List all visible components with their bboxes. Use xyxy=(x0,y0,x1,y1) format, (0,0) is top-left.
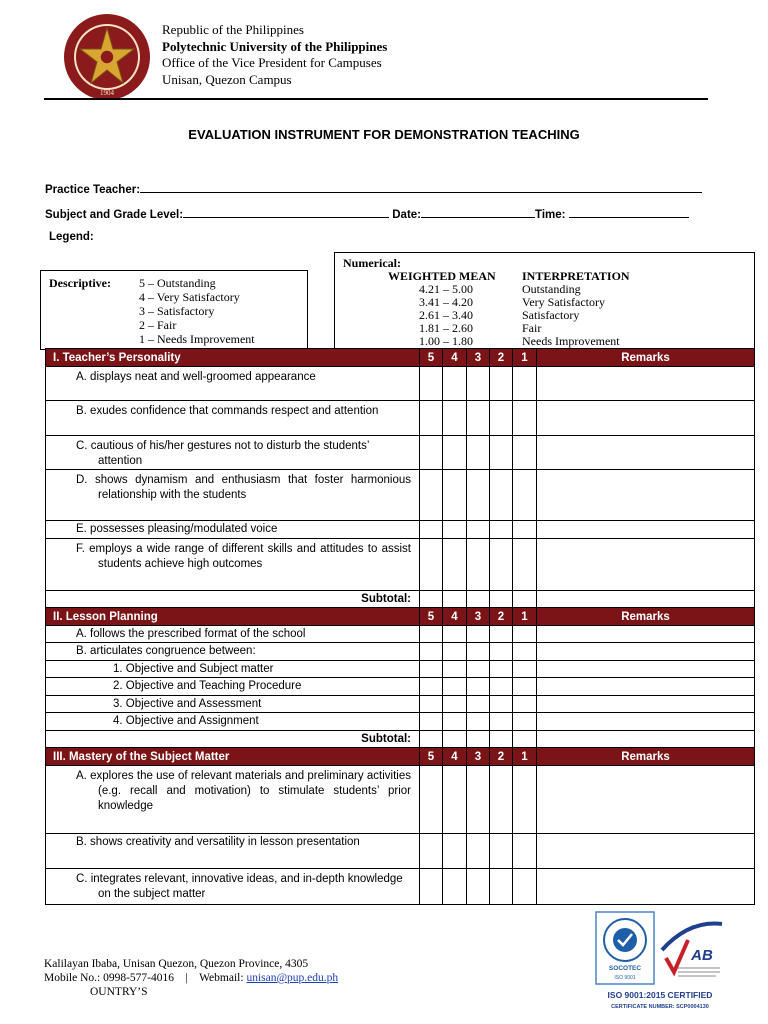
criterion-text: 4. Objective and Assignment xyxy=(113,715,259,727)
rating-cell[interactable] xyxy=(490,643,513,661)
interpretation-value: Fair xyxy=(522,321,542,335)
remarks-cell[interactable] xyxy=(537,678,755,696)
rating-cell[interactable] xyxy=(420,591,443,608)
scale-1: 1 xyxy=(513,748,537,766)
rating-cell[interactable] xyxy=(513,661,537,678)
remarks-cell[interactable] xyxy=(537,367,755,401)
table-row xyxy=(46,766,755,834)
rating-cell[interactable] xyxy=(420,367,443,401)
scale-5: 5 xyxy=(420,608,443,626)
header-line-university: Polytechnic University of the Philippines xyxy=(162,38,388,54)
svg-text:ISO 9001: ISO 9001 xyxy=(614,975,636,981)
numerical-label: Numerical: xyxy=(343,256,401,270)
table-row xyxy=(46,539,755,591)
section-title: III. Mastery of the Subject Matter xyxy=(46,748,420,766)
remarks-cell[interactable] xyxy=(537,731,755,748)
rating-cell[interactable] xyxy=(420,401,443,436)
header-line-republic: Republic of the Philippines xyxy=(162,22,304,37)
rating-cell[interactable] xyxy=(443,521,467,539)
interpretation-header: INTERPRETATION xyxy=(522,269,630,283)
remarks-cell[interactable] xyxy=(537,696,755,713)
rating-cell[interactable] xyxy=(420,713,443,731)
rating-cell[interactable] xyxy=(420,436,443,470)
rating-cell[interactable] xyxy=(490,521,513,539)
legend-label: Legend: xyxy=(49,231,94,243)
remarks-cell[interactable] xyxy=(537,643,755,661)
rating-cell[interactable] xyxy=(443,661,467,678)
criterion-text: 1. Objective and Subject matter xyxy=(113,663,274,675)
date-blank[interactable] xyxy=(421,207,535,218)
iso-certification-badge xyxy=(594,910,726,1015)
criterion-text: A. displays neat and well-groomed appearance xyxy=(76,371,316,383)
scale-4: 4 xyxy=(443,349,467,367)
criterion-text: C. integrates relevant, innovative ideas, and in-depth knowledge on the subject matter xyxy=(76,873,403,900)
rating-cell[interactable] xyxy=(443,731,467,748)
document-title: EVALUATION INSTRUMENT FOR DEMONSTRATION TEACHING xyxy=(188,127,580,142)
practice-teacher-blank[interactable] xyxy=(140,182,702,193)
header-line-campus: Unisan, Quezon Campus xyxy=(162,71,292,87)
rating-cell[interactable] xyxy=(513,591,537,608)
scale-2: 2 xyxy=(490,748,513,766)
scale-1: 1 xyxy=(513,349,537,367)
svg-text:AB: AB xyxy=(691,947,713,964)
table-row xyxy=(46,436,755,470)
rating-cell[interactable] xyxy=(513,834,537,869)
rating-cell[interactable] xyxy=(490,470,513,521)
remarks-cell[interactable] xyxy=(537,626,755,643)
rating-cell[interactable] xyxy=(467,678,490,696)
rating-cell[interactable] xyxy=(467,521,490,539)
rating-cell[interactable] xyxy=(420,696,443,713)
rating-cell[interactable] xyxy=(490,696,513,713)
rating-cell[interactable] xyxy=(467,696,490,713)
footer-address: Kalilayan Ibaba, Unisan Quezon, Quezon Province, 4305 xyxy=(44,958,309,970)
descriptive-item: 5 – Outstanding xyxy=(139,276,216,290)
rating-cell[interactable] xyxy=(467,626,490,643)
subject-label: Subject and Grade Level: xyxy=(45,209,184,221)
rating-cell[interactable] xyxy=(467,591,490,608)
rating-cell[interactable] xyxy=(513,521,537,539)
criterion-text: 2. Objective and Teaching Procedure xyxy=(113,680,302,692)
rating-cell[interactable] xyxy=(490,869,513,905)
table-row xyxy=(46,643,755,661)
rating-cell[interactable] xyxy=(513,367,537,401)
footer-mobile: Mobile No.: 0998-577-4016 xyxy=(44,972,175,984)
criterion-text: B. shows creativity and versatility in lesson presentation xyxy=(76,836,360,848)
range-value: 4.21 – 5.00 xyxy=(419,282,473,296)
subtotal-label: Subtotal: xyxy=(46,731,420,748)
rating-cell[interactable] xyxy=(467,539,490,591)
rating-cell[interactable] xyxy=(513,678,537,696)
svg-text:ISO 9001:2015 CERTIFIED: ISO 9001:2015 CERTIFIED xyxy=(607,990,713,1000)
range-value: 3.41 – 4.20 xyxy=(419,295,473,309)
table-row xyxy=(46,401,755,436)
rating-cell[interactable] xyxy=(443,713,467,731)
rating-cell[interactable] xyxy=(513,626,537,643)
rating-cell[interactable] xyxy=(420,539,443,591)
rating-cell[interactable] xyxy=(467,401,490,436)
range-value: 1.81 – 2.60 xyxy=(419,321,473,335)
footer-email-link[interactable]: unisan@pup.edu.ph xyxy=(246,972,339,984)
criterion-text: B. articulates congruence between: xyxy=(76,645,256,657)
rating-cell[interactable] xyxy=(443,766,467,834)
section-header xyxy=(46,349,755,367)
rating-cell[interactable] xyxy=(443,696,467,713)
table-row xyxy=(46,626,755,643)
table-row xyxy=(46,696,755,713)
rating-cell[interactable] xyxy=(513,643,537,661)
scale-5: 5 xyxy=(420,748,443,766)
footer-webmail-label: Webmail: xyxy=(199,972,244,984)
header-rule xyxy=(44,98,708,100)
pup-seal-logo xyxy=(62,12,152,102)
rating-cell[interactable] xyxy=(443,367,467,401)
rating-cell[interactable] xyxy=(467,766,490,834)
rating-cell[interactable] xyxy=(513,696,537,713)
footer xyxy=(44,957,338,999)
rating-cell[interactable] xyxy=(467,661,490,678)
table-row xyxy=(46,661,755,678)
criterion-text: B. exudes confidence that commands respect and attention xyxy=(76,405,379,417)
svg-text:1904: 1904 xyxy=(100,89,114,97)
rating-cell[interactable] xyxy=(443,591,467,608)
rating-cell[interactable] xyxy=(490,591,513,608)
rating-cell[interactable] xyxy=(443,626,467,643)
criterion-text: A. follows the prescribed format of the school xyxy=(76,628,306,640)
remarks-header: Remarks xyxy=(537,748,755,766)
rating-cell[interactable] xyxy=(443,834,467,869)
rating-cell[interactable] xyxy=(420,766,443,834)
remarks-cell[interactable] xyxy=(537,539,755,591)
rating-cell[interactable] xyxy=(443,869,467,905)
criterion-text: E. possesses pleasing/modulated voice xyxy=(76,523,278,535)
subtotal-row xyxy=(46,731,755,748)
remarks-header: Remarks xyxy=(537,349,755,367)
table-row xyxy=(46,678,755,696)
rating-cell[interactable] xyxy=(467,731,490,748)
letterhead xyxy=(162,22,387,88)
rating-cell[interactable] xyxy=(420,834,443,869)
descriptive-item: 4 – Very Satisfactory xyxy=(139,290,240,304)
table-row xyxy=(46,521,755,539)
rating-cell[interactable] xyxy=(467,643,490,661)
remarks-cell[interactable] xyxy=(537,834,755,869)
range-value: 1.00 – 1.80 xyxy=(419,334,473,348)
date-label: Date: xyxy=(392,209,422,221)
footer-separator: | xyxy=(185,972,188,984)
remarks-cell[interactable] xyxy=(537,869,755,905)
rating-cell[interactable] xyxy=(443,678,467,696)
rating-cell[interactable] xyxy=(513,766,537,834)
rating-cell[interactable] xyxy=(490,626,513,643)
rating-cell[interactable] xyxy=(490,661,513,678)
rating-cell[interactable] xyxy=(443,436,467,470)
section-title: I. Teacher’s Personality xyxy=(46,349,420,367)
rating-cell[interactable] xyxy=(513,401,537,436)
interpretation-value: Very Satisfactory xyxy=(522,295,605,309)
table-row xyxy=(46,834,755,869)
section-header xyxy=(46,748,755,766)
descriptive-item: 3 – Satisfactory xyxy=(139,304,215,318)
remarks-cell[interactable] xyxy=(537,401,755,436)
rating-cell[interactable] xyxy=(420,869,443,905)
remarks-cell[interactable] xyxy=(537,661,755,678)
rating-cell[interactable] xyxy=(467,713,490,731)
rating-cell[interactable] xyxy=(467,436,490,470)
remarks-cell[interactable] xyxy=(537,436,755,470)
rating-cell[interactable] xyxy=(420,661,443,678)
remarks-cell[interactable] xyxy=(537,713,755,731)
footer-contact xyxy=(44,971,338,985)
rating-cell[interactable] xyxy=(513,713,537,731)
rating-cell[interactable] xyxy=(513,436,537,470)
criterion-text: F. employs a wide range of different skills and attitudes to assist students achieve high outcomes xyxy=(76,543,411,570)
subtotal-row xyxy=(46,591,755,608)
descriptive-item: 1 – Needs Improvement xyxy=(139,332,255,346)
interpretation-value: Needs Improvement xyxy=(522,334,620,348)
descriptive-label: Descriptive: xyxy=(49,276,111,290)
time-blank[interactable] xyxy=(569,207,689,218)
svg-text:SOCOTEC: SOCOTEC xyxy=(608,965,642,972)
footer-cut-text: OUNTRY’S xyxy=(90,986,148,998)
table-row xyxy=(46,869,755,905)
section-header xyxy=(46,608,755,626)
scale-5: 5 xyxy=(420,349,443,367)
rating-cell[interactable] xyxy=(513,470,537,521)
practice-teacher-row xyxy=(45,182,702,196)
section-title: II. Lesson Planning xyxy=(46,608,420,626)
rating-cell[interactable] xyxy=(420,470,443,521)
scale-3: 3 xyxy=(467,349,490,367)
rating-cell[interactable] xyxy=(443,401,467,436)
rating-cell[interactable] xyxy=(443,470,467,521)
rating-cell[interactable] xyxy=(467,367,490,401)
rating-cell[interactable] xyxy=(443,539,467,591)
scale-2: 2 xyxy=(490,349,513,367)
rating-cell[interactable] xyxy=(490,766,513,834)
criterion-text: D. shows dynamism and enthusiasm that foster harmonious relationship with the students xyxy=(76,474,411,501)
range-value: 2.61 – 3.40 xyxy=(419,308,473,322)
scale-3: 3 xyxy=(467,748,490,766)
rating-cell[interactable] xyxy=(490,834,513,869)
rating-cell[interactable] xyxy=(420,626,443,643)
remarks-cell[interactable] xyxy=(537,521,755,539)
subject-row xyxy=(45,207,689,221)
subtotal-label: Subtotal: xyxy=(46,591,420,608)
numerical-legend xyxy=(334,252,755,351)
practice-teacher-label: Practice Teacher: xyxy=(45,184,141,196)
rating-cell[interactable] xyxy=(443,643,467,661)
table-row xyxy=(46,470,755,521)
header-line-office: Office of the Vice President for Campuses xyxy=(162,55,382,70)
remarks-header: Remarks xyxy=(537,608,755,626)
rating-cell[interactable] xyxy=(490,436,513,470)
table-row xyxy=(46,367,755,401)
rating-cell[interactable] xyxy=(420,731,443,748)
criterion-text: A. explores the use of relevant materials and preliminary activities (e.g. recall and motivation) to stimulate students’ prior knowledge xyxy=(76,770,411,812)
scale-1: 1 xyxy=(513,608,537,626)
evaluation-table xyxy=(45,348,755,905)
criterion-text: 3. Objective and Assessment xyxy=(113,698,262,710)
rating-cell[interactable] xyxy=(513,869,537,905)
table-row xyxy=(46,713,755,731)
rating-cell[interactable] xyxy=(490,401,513,436)
interpretation-value: Satisfactory xyxy=(522,308,580,322)
rating-cell[interactable] xyxy=(420,678,443,696)
scale-4: 4 xyxy=(443,748,467,766)
remarks-cell[interactable] xyxy=(537,591,755,608)
rating-cell[interactable] xyxy=(490,539,513,591)
descriptive-legend xyxy=(40,270,308,350)
rating-cell[interactable] xyxy=(420,643,443,661)
interpretation-value: Outstanding xyxy=(522,282,581,296)
rating-cell[interactable] xyxy=(490,731,513,748)
rating-cell[interactable] xyxy=(467,869,490,905)
remarks-cell[interactable] xyxy=(537,470,755,521)
remarks-cell[interactable] xyxy=(537,766,755,834)
scale-3: 3 xyxy=(467,608,490,626)
rating-cell[interactable] xyxy=(513,539,537,591)
rating-cell[interactable] xyxy=(467,834,490,869)
rating-cell[interactable] xyxy=(467,470,490,521)
scale-4: 4 xyxy=(443,608,467,626)
descriptive-item: 2 – Fair xyxy=(139,318,177,332)
rating-cell[interactable] xyxy=(420,521,443,539)
rating-cell[interactable] xyxy=(490,367,513,401)
svg-text:CERTIFICATE NUMBER: SCP0004130: CERTIFICATE NUMBER: SCP0004130 xyxy=(611,1004,709,1010)
time-label: Time: xyxy=(535,209,566,221)
subject-blank[interactable] xyxy=(183,207,389,218)
scale-2: 2 xyxy=(490,608,513,626)
rating-cell[interactable] xyxy=(490,713,513,731)
rating-cell[interactable] xyxy=(513,731,537,748)
rating-cell[interactable] xyxy=(490,678,513,696)
criterion-text: C. cautious of his/her gestures not to disturb the students’ attention xyxy=(76,440,369,467)
weighted-mean-header: WEIGHTED MEAN xyxy=(388,269,496,283)
